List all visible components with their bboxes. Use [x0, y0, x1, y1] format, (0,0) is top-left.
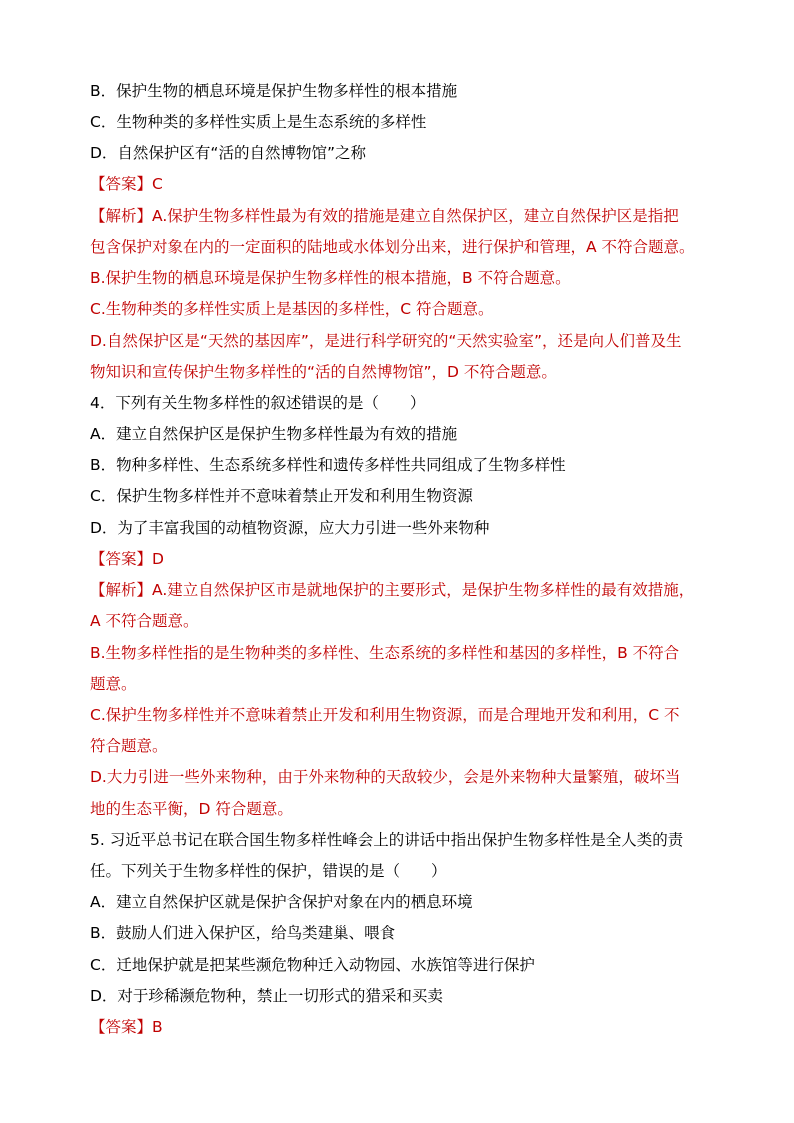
- q4-stem: 4．下列有关生物多样性的叙述错误的是（ ）: [90, 394, 426, 412]
- q4-option-d: D．为了丰富我国的动植物资源，应大力引进一些外来物种: [90, 519, 490, 537]
- q4-analysis-line-3: B.生物多样性指的是生物种类的多样性、生态系统的多样性和基因的多样性，B 不符合: [90, 644, 680, 662]
- q5-answer-value: B: [152, 1018, 163, 1036]
- q4-analysis-line-8: 地的生态平衡，D 符合题意。: [90, 800, 293, 818]
- q3-option-c: C．生物种类的多样性实质上是生态系统的多样性: [90, 113, 427, 131]
- q4-analysis-line-7: D.大力引进一些外来物种，由于外来物种的天敌较少，会是外来物种大量繁殖，破坏当: [90, 768, 681, 786]
- q4-analysis-line-5: C.保护生物多样性并不意味着禁止开发和利用生物资源，而是合理地开发和利用，C 不: [90, 706, 680, 724]
- q5-stem-line-1: 5. 习近平总书记在联合国生物多样性峰会上的讲话中指出保护生物多样性是全人类的责: [90, 831, 684, 849]
- answer-tag: 【答案】: [90, 175, 153, 193]
- analysis-tag: 【解析】: [90, 581, 153, 599]
- q3-analysis-line-1: [90, 205, 679, 227]
- q4-analysis-line-2: A 不符合题意。: [90, 612, 199, 630]
- q5-option-b: B．鼓励人们进入保护区，给鸟类建巢、喂食: [90, 924, 396, 942]
- q4-option-a: A．建立自然保护区是保护生物多样性最为有效的措施: [90, 425, 458, 443]
- q5-answer-line: [90, 1016, 163, 1038]
- q5-option-c: C．迁地保护就是把某些濒危物种迁入动物园、水族馆等进行保护: [90, 956, 535, 974]
- answer-tag: 【答案】: [90, 1018, 153, 1036]
- q5-option-a: A．建立自然保护区就是保护含保护对象在内的栖息环境: [90, 893, 473, 911]
- q3-analysis-line-2: 包含保护对象在内的一定面积的陆地或水体划分出来，进行保护和管理，A 不符合题意。: [90, 238, 695, 256]
- q4-answer-value: D: [152, 550, 164, 568]
- q4-analysis-line-1: [90, 579, 694, 601]
- analysis-tag: 【解析】: [90, 207, 153, 225]
- q4-answer-line: [90, 548, 164, 570]
- q3-answer-line: [90, 173, 163, 195]
- q4-analysis-text: A.建立自然保护区市是就地保护的主要形式，是保护生物多样性的最有效措施，: [152, 581, 695, 599]
- q3-answer-value: C: [152, 175, 163, 193]
- q3-analysis-line-3: B.保护生物的栖息环境是保护生物多样性的根本措施，B 不符合题意。: [90, 269, 571, 287]
- q4-analysis-line-4: 题意。: [90, 675, 137, 693]
- q3-option-d: D．自然保护区有“活的自然博物馆”之称: [90, 144, 366, 162]
- q5-stem-line-2: 任。下列关于生物多样性的保护，错误的是（ ）: [90, 862, 447, 880]
- q3-analysis-text: A.保护生物多样性最为有效的措施是建立自然保护区，建立自然保护区是指把: [152, 207, 679, 225]
- q4-option-b: B．物种多样性、生态系统多样性和遗传多样性共同组成了生物多样性: [90, 456, 566, 474]
- q4-analysis-line-6: 符合题意。: [90, 737, 168, 755]
- q3-analysis-line-5: D.自然保护区是“天然的基因库”，是进行科学研究的“天然实验室”，还是向人们普及生: [90, 332, 682, 350]
- q3-analysis-line-6: 物知识和宣传保护生物多样性的“活的自然博物馆”，D 不符合题意。: [90, 363, 557, 381]
- q4-option-c: C．保护生物多样性并不意味着禁止开发和利用生物资源: [90, 487, 473, 505]
- answer-tag: 【答案】: [90, 550, 153, 568]
- q3-option-b: B．保护生物的栖息环境是保护生物多样性的根本措施: [90, 82, 458, 100]
- q3-analysis-line-4: C.生物种类的多样性实质上是基因的多样性，C 符合题意。: [90, 300, 494, 318]
- q5-option-d: D．对于珍稀濒危物种，禁止一切形式的猎采和买卖: [90, 987, 443, 1005]
